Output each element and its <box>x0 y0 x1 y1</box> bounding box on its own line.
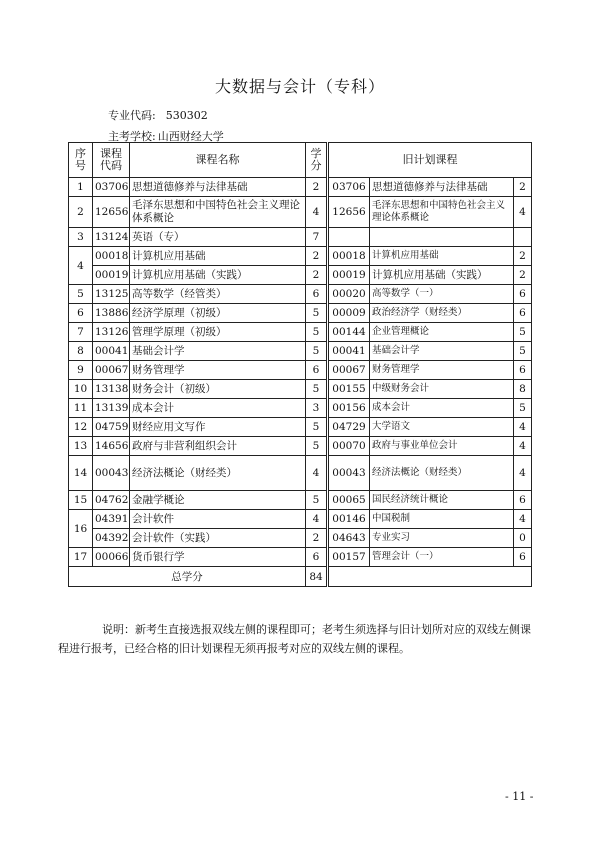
row-old-code: 00018 <box>328 247 370 266</box>
major-code-line <box>108 107 208 123</box>
row-old-credit: 6 <box>514 304 532 323</box>
row-name: 金融学概论 <box>130 491 306 510</box>
row-old-name: 政治经济学（财经类） <box>370 304 514 323</box>
row-old-credit: 2 <box>514 247 532 266</box>
table-row <box>69 399 532 418</box>
row-name: 政府与非营利组织会计 <box>130 437 306 456</box>
row-code: 00067 <box>93 361 130 380</box>
table-row <box>69 247 532 266</box>
total-label: 总学分 <box>69 567 306 587</box>
row-seq: 12 <box>69 418 93 437</box>
row-old-code: 00155 <box>328 380 370 399</box>
row-old-code: 00067 <box>328 361 370 380</box>
header-code: 课程代码 <box>93 143 130 178</box>
row-code: 03706 <box>93 178 130 197</box>
row-credit: 5 <box>306 491 328 510</box>
row-seq: 6 <box>69 304 93 323</box>
row-seq: 14 <box>69 456 93 491</box>
row-name: 基础会计学 <box>130 342 306 361</box>
row-old-code: 12656 <box>328 197 370 228</box>
row-credit: 6 <box>306 361 328 380</box>
table-row <box>69 380 532 399</box>
row-credit: 6 <box>306 285 328 304</box>
row-old-credit: 4 <box>514 456 532 491</box>
row-credit: 3 <box>306 399 328 418</box>
row-name: 成本会计 <box>130 399 306 418</box>
row-old-credit: 4 <box>514 510 532 529</box>
row-name: 计算机应用基础（实践） <box>130 266 306 285</box>
table-row <box>69 304 532 323</box>
row-seq: 11 <box>69 399 93 418</box>
row-seq: 16 <box>69 510 93 548</box>
row-old-code: 00157 <box>328 548 370 567</box>
table-row <box>69 197 532 228</box>
major-code-label: 专业代码: <box>108 109 156 122</box>
school-value: 山西财经大学 <box>157 130 224 143</box>
row-code: 13886 <box>93 304 130 323</box>
header-old-plan: 旧计划课程 <box>328 143 532 178</box>
row-credit: 5 <box>306 304 328 323</box>
table-row <box>69 510 532 529</box>
row-code: 04759 <box>93 418 130 437</box>
row-name: 经济学原理（初级） <box>130 304 306 323</box>
row-old-code: 04729 <box>328 418 370 437</box>
row-old-name: 财务管理学 <box>370 361 514 380</box>
row-old-credit: 6 <box>514 285 532 304</box>
table-row <box>69 342 532 361</box>
row-credit: 2 <box>306 247 328 266</box>
row-name: 英语（专） <box>130 228 306 247</box>
row-old-name: 专业实习 <box>370 529 514 548</box>
row-seq: 8 <box>69 342 93 361</box>
row-seq: 1 <box>69 178 93 197</box>
row-code: 00041 <box>93 342 130 361</box>
row-credit: 7 <box>306 228 328 247</box>
table-row <box>69 285 532 304</box>
row-old-code: 00144 <box>328 323 370 342</box>
table-row <box>69 491 532 510</box>
row-name: 会计软件 <box>130 510 306 529</box>
row-seq: 4 <box>69 247 93 285</box>
header-name: 课程名称 <box>130 143 306 178</box>
table-row <box>69 437 532 456</box>
row-name: 思想道德修养与法律基础 <box>130 178 306 197</box>
row-seq: 3 <box>69 228 93 247</box>
row-credit: 5 <box>306 342 328 361</box>
row-code: 00043 <box>93 456 130 491</box>
row-code: 00066 <box>93 548 130 567</box>
row-code: 04391 <box>93 510 130 529</box>
row-code: 13125 <box>93 285 130 304</box>
row-old-name: 基础会计学 <box>370 342 514 361</box>
row-credit: 2 <box>306 178 328 197</box>
row-old-credit: 2 <box>514 266 532 285</box>
row-name: 毛泽东思想和中国特色社会主义理论体系概论 <box>130 197 306 228</box>
row-name: 财经应用文写作 <box>130 418 306 437</box>
row-old-code: 00019 <box>328 266 370 285</box>
note-paragraph: 说明：新考生直接选报双线左侧的课程即可；老考生须选择与旧计划所对应的双线左侧课程进行报考，已经合格的旧计划课程无须再报考对应的双线左侧的课程。 <box>58 623 531 655</box>
row-name: 财务管理学 <box>130 361 306 380</box>
table-row <box>69 178 532 197</box>
row-old-code: 00020 <box>328 285 370 304</box>
table-row <box>69 529 532 548</box>
course-table <box>68 142 532 587</box>
page-title: 大数据与会计（专科） <box>214 77 385 96</box>
row-credit: 6 <box>306 548 328 567</box>
row-old-credit: 6 <box>514 361 532 380</box>
row-code: 13139 <box>93 399 130 418</box>
total-old-empty <box>328 567 532 587</box>
row-credit: 5 <box>306 380 328 399</box>
row-code: 13126 <box>93 323 130 342</box>
row-old-credit: 5 <box>514 342 532 361</box>
row-name: 计算机应用基础 <box>130 247 306 266</box>
row-seq: 2 <box>69 197 93 228</box>
table-row <box>69 323 532 342</box>
row-seq: 15 <box>69 491 93 510</box>
row-name: 经济法概论（财经类） <box>130 456 306 491</box>
table-row <box>69 266 532 285</box>
row-code: 12656 <box>93 197 130 228</box>
row-code: 04392 <box>93 529 130 548</box>
row-old-code: 00070 <box>328 437 370 456</box>
header-row <box>69 143 532 178</box>
row-credit: 4 <box>306 197 328 228</box>
header-seq: 序号 <box>69 143 93 178</box>
row-old-name: 国民经济统计概论 <box>370 491 514 510</box>
row-old-credit: 5 <box>514 323 532 342</box>
row-credit: 2 <box>306 266 328 285</box>
row-old-credit: 6 <box>514 548 532 567</box>
total-credits: 84 <box>306 567 328 587</box>
table-row <box>69 361 532 380</box>
row-name: 高等数学（经管类） <box>130 285 306 304</box>
row-old-name <box>370 228 514 247</box>
row-code: 00018 <box>93 247 130 266</box>
row-old-name: 高等数学（一） <box>370 285 514 304</box>
table-row <box>69 228 532 247</box>
row-credit: 2 <box>306 529 328 548</box>
row-code: 14656 <box>93 437 130 456</box>
row-code: 13138 <box>93 380 130 399</box>
table-row <box>69 418 532 437</box>
row-credit: 5 <box>306 323 328 342</box>
table-row <box>69 456 532 491</box>
row-seq: 13 <box>69 437 93 456</box>
school-label: 主考学校: <box>108 130 156 143</box>
row-old-name: 经济法概论（财经类） <box>370 456 514 491</box>
row-old-name: 计算机应用基础 <box>370 247 514 266</box>
row-old-code: 00156 <box>328 399 370 418</box>
row-credit: 5 <box>306 418 328 437</box>
row-old-code: 00043 <box>328 456 370 491</box>
row-name: 管理学原理（初级） <box>130 323 306 342</box>
row-code: 04762 <box>93 491 130 510</box>
row-seq: 10 <box>69 380 93 399</box>
row-old-credit: 4 <box>514 197 532 228</box>
total-row <box>69 567 532 587</box>
row-credit: 4 <box>306 456 328 491</box>
row-credit: 4 <box>306 510 328 529</box>
row-old-name: 成本会计 <box>370 399 514 418</box>
row-seq: 9 <box>69 361 93 380</box>
row-name: 会计软件（实践） <box>130 529 306 548</box>
row-old-credit <box>514 228 532 247</box>
row-seq: 5 <box>69 285 93 304</box>
row-seq: 7 <box>69 323 93 342</box>
row-old-credit: 0 <box>514 529 532 548</box>
row-old-name: 中国税制 <box>370 510 514 529</box>
row-code: 13124 <box>93 228 130 247</box>
header-credit: 学分 <box>306 143 328 178</box>
row-code: 00019 <box>93 266 130 285</box>
row-old-credit: 4 <box>514 418 532 437</box>
row-name: 财务会计（初级） <box>130 380 306 399</box>
row-old-name: 政府与事业单位会计 <box>370 437 514 456</box>
row-seq: 17 <box>69 548 93 567</box>
row-old-credit: 5 <box>514 399 532 418</box>
row-old-credit: 4 <box>514 437 532 456</box>
row-old-name: 大学语文 <box>370 418 514 437</box>
row-old-name: 计算机应用基础（实践） <box>370 266 514 285</box>
row-old-code: 03706 <box>328 178 370 197</box>
row-credit: 5 <box>306 437 328 456</box>
row-old-name: 中级财务会计 <box>370 380 514 399</box>
row-old-code: 04643 <box>328 529 370 548</box>
row-name: 货币银行学 <box>130 548 306 567</box>
row-old-code: 00065 <box>328 491 370 510</box>
row-old-credit: 2 <box>514 178 532 197</box>
row-old-credit: 8 <box>514 380 532 399</box>
row-old-code <box>328 228 370 247</box>
row-old-code: 00009 <box>328 304 370 323</box>
major-code-value: 530302 <box>165 109 208 122</box>
row-old-name: 管理会计（一） <box>370 548 514 567</box>
table-row <box>69 548 532 567</box>
row-old-name: 企业管理概论 <box>370 323 514 342</box>
row-old-name: 思想道德修养与法律基础 <box>370 178 514 197</box>
row-old-code: 00146 <box>328 510 370 529</box>
page-number: - 11 - <box>505 790 534 803</box>
row-old-code: 00041 <box>328 342 370 361</box>
row-old-name: 毛泽东思想和中国特色社会主义理论体系概论 <box>370 197 514 228</box>
row-old-credit: 6 <box>514 491 532 510</box>
